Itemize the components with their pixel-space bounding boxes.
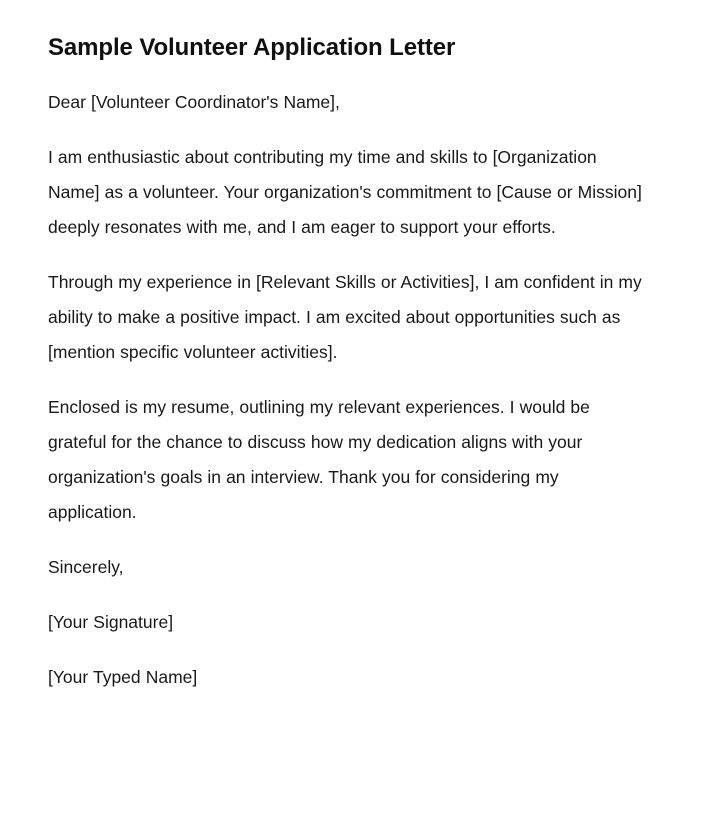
page-title: Sample Volunteer Application Letter — [48, 34, 456, 61]
closing-request-paragraph: Enclosed is my resume, outlining my relevant experiences. I would be grateful for the chance to discuss how my dedication aligns with your organization's goals in an interview. Thank you for considering my application. — [48, 397, 590, 522]
intro-paragraph: I am enthusiastic about contributing my time and skills to [Organization Name] as a volunteer. Your organization's commitment to [Cause or Mission] deeply resonates with me, and I am eager to support your efforts. — [48, 147, 642, 237]
typed-name-placeholder-line: [Your Typed Name] — [48, 667, 198, 687]
sign-off-line: Sincerely, — [48, 557, 124, 577]
experience-paragraph: Through my experience in [Relevant Skills or Activities], I am confident in my ability to make a positive impact. I am excited about opportunities such as [mention specific volunteer activities]. — [48, 272, 642, 362]
letter-body — [48, 85, 650, 695]
signature-placeholder-line: [Your Signature] — [48, 612, 174, 632]
salutation-line: Dear [Volunteer Coordinator's Name], — [48, 92, 340, 112]
